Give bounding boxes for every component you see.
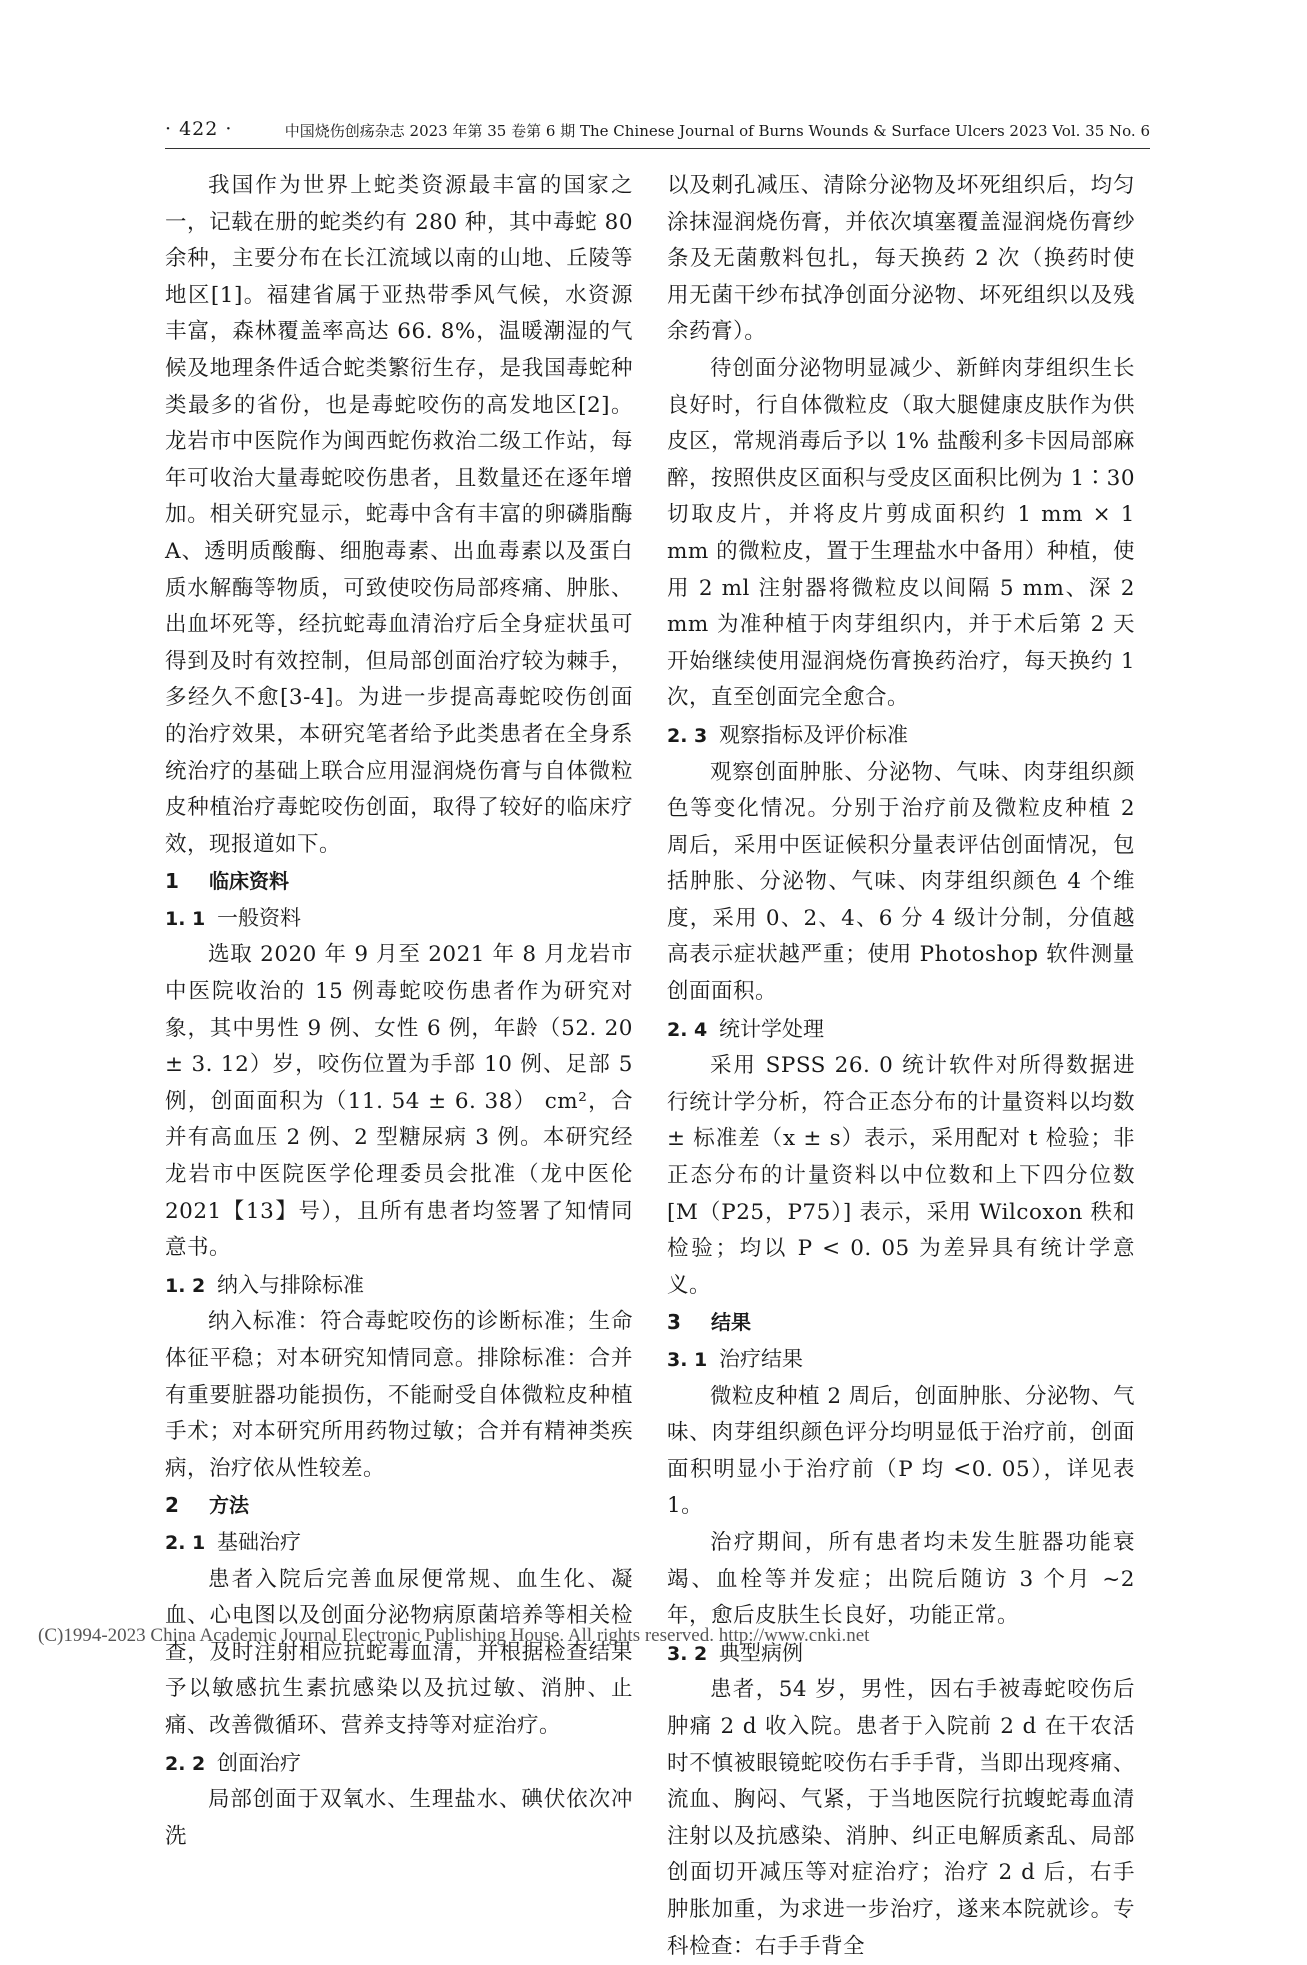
section-number: 3 bbox=[667, 1310, 681, 1335]
paragraph-3-1-b: 治疗期间，所有患者均未发生脏器功能衰竭、血栓等并发症；出院后随访 3 个月 ~2 年，愈后皮肤生长良好，功能正常。 bbox=[667, 1529, 1135, 1629]
paragraph-2-2-start: 局部创面于双氧水、生理盐水、碘伏依次冲洗 bbox=[165, 1787, 633, 1849]
section-heading-2 bbox=[165, 1487, 633, 1524]
subsection-number: 2. 4 bbox=[667, 1018, 708, 1041]
right-column bbox=[667, 168, 1135, 1965]
subsection-heading-1-2 bbox=[165, 1267, 633, 1305]
paragraph-2-3: 观察创面肿胀、分泌物、气味、肉芽组织颜色等变化情况。分别于治疗前及微粒皮种植 2 周后，采用中医证候积分量表评估创面情况，包括肿胀、分泌物、气味、肉芽组织颜色 4 个维度，采用 0、2、4、6 分 4 级计分制，分值越高表示症状越严重；使用 Photoshop 软件测量创面面积。 bbox=[667, 759, 1135, 1005]
paragraph-1-1: 选取 2020 年 9 月至 2021 年 8 月龙岩市中医院收治的 15 例毒蛇咬伤患者作为研究对象，其中男性 9 例、女性 6 例，年龄（52. 20 ± 3. 12）岁，咬伤位置为手部 10 例、足部 5 例，创面面积为（11. 54 ± 6. 38） cm²，合并有高血压 2 例、2 型糖尿病 3 例。本研究经龙岩市中医院医学伦理委员会批准（龙中医伦 2021【13】号），且所有患者均签署了知情同意书。 bbox=[165, 942, 633, 1261]
page-number: · 422 · bbox=[165, 118, 233, 140]
subsection-heading-1-1 bbox=[165, 900, 633, 938]
paragraph-3-1-a: 微粒皮种植 2 周后，创面肿胀、分泌物、气味、肉芽组织颜色评分均明显低于治疗前，创面面积明显小于治疗前（P 均 <0. 05），详见表 1。 bbox=[667, 1383, 1135, 1519]
paragraph-2-2-continued: 以及刺孔减压、清除分泌物及坏死组织后，均匀涂抹湿润烧伤膏，并依次填塞覆盖湿润烧伤膏纱条及无菌敷料包扎，每天换药 2 次（换药时使用无菌干纱布拭净创面分泌物、坏死组织以及残余药膏）。 bbox=[667, 173, 1135, 345]
section-title: 方法 bbox=[209, 1493, 249, 1518]
subsection-title: 创面治疗 bbox=[217, 1750, 301, 1775]
section-title: 临床资料 bbox=[209, 869, 289, 894]
copyright-footer: (C)1994-2023 China Academic Journal Electronic Publishing House. All rights reserved. http://www.cnki.net bbox=[38, 1625, 870, 1646]
running-head: 中国烧伤创疡杂志 2023 年第 35 卷第 6 期 The Chinese Journal of Burns Wounds & Surface Ulcers 2023 Vol. 35 No. 6 bbox=[284, 122, 1150, 140]
page-header bbox=[165, 118, 1150, 149]
section-heading-1 bbox=[165, 863, 633, 900]
section-heading-3 bbox=[667, 1304, 1135, 1341]
subsection-heading-2-3 bbox=[667, 717, 1135, 755]
subsection-title: 治疗结果 bbox=[719, 1347, 803, 1371]
subsection-number: 2. 3 bbox=[667, 724, 708, 747]
section-number: 2 bbox=[165, 1493, 179, 1518]
subsection-number: 1. 2 bbox=[165, 1274, 206, 1297]
subsection-heading-2-4 bbox=[667, 1011, 1135, 1049]
paragraph-3-2: 患者，54 岁，男性，因右手被毒蛇咬伤后肿痛 2 d 收入院。患者于入院前 2 d 在干农活时不慎被眼镜蛇咬伤右手手背，当即出现疼痛、流血、胸闷、气紧，于当地医院行抗蝮蛇毒血清注射以及抗感染、消肿、纠正电解质紊乱、局部创面切开减压等对症治疗；治疗 2 d 后，右手肿胀加重，为求进一步治疗，遂来本院就诊。专科检查：右手手背全 bbox=[667, 1677, 1135, 1959]
subsection-title: 统计学处理 bbox=[719, 1016, 824, 1041]
subsection-number: 1. 1 bbox=[165, 907, 206, 930]
paragraph-1-2: 纳入标准：符合毒蛇咬伤的诊断标准；生命体征平稳；对本研究知情同意。排除标准：合并有重要脏器功能损伤，不能耐受自体微粒皮种植手术；对本研究所用药物过敏；合并有精神类疾病，治疗依从性较差。 bbox=[165, 1309, 633, 1481]
subsection-heading-2-2 bbox=[165, 1745, 633, 1783]
subsection-heading-3-1 bbox=[667, 1341, 1135, 1379]
paragraph-2-1: 患者入院后完善血尿便常规、血生化、凝血、心电图以及创面分泌物病原菌培养等相关检查，及时注射相应抗蛇毒血清，并根据检查结果予以敏感抗生素抗感染以及抗过敏、消肿、止痛、改善微循环、营养支持等对症治疗。 bbox=[165, 1566, 633, 1738]
subsection-heading-2-1 bbox=[165, 1524, 633, 1562]
paragraph-2-4: 采用 SPSS 26. 0 统计软件对所得数据进行统计学分析，符合正态分布的计量资料以均数 ± 标准差（x ± s）表示，采用配对 t 检验；非正态分布的计量资料以中位数和上下四分位数 [M（P25，P75）] 表示，采用 Wilcoxon 秩和检验；均以 P < 0. 05 为差异具有统计学意义。 bbox=[667, 1053, 1135, 1298]
subsection-number: 2. 2 bbox=[165, 1752, 206, 1775]
subsection-title: 纳入与排除标准 bbox=[217, 1272, 364, 1297]
subsection-title: 观察指标及评价标准 bbox=[719, 722, 908, 747]
subsection-title: 典型病例 bbox=[719, 1640, 803, 1665]
subsection-title: 基础治疗 bbox=[217, 1529, 301, 1554]
left-column bbox=[165, 168, 633, 1855]
section-title: 结果 bbox=[711, 1310, 751, 1335]
section-number: 1 bbox=[165, 869, 179, 894]
paragraph-2-2-second: 待创面分泌物明显减少、新鲜肉芽组织生长良好时，行自体微粒皮（取大腿健康皮肤作为供皮区，常规消毒后予以 1% 盐酸利多卡因局部麻醉，按照供皮区面积与受皮区面积比例为 1∶30 切取皮片，并将皮片剪成面积约 1 mm × 1 mm 的微粒皮，置于生理盐水中备用）种植，使用 2 ml 注射器将微粒皮以间隔 5 mm、深 2 mm 为准种植于肉芽组织内，并于术后第 2 天开始继续使用湿润烧伤膏换药治疗，每天换约 1 次，直至创面完全愈合。 bbox=[667, 355, 1135, 711]
subsection-number: 2. 1 bbox=[165, 1531, 206, 1554]
subsection-title: 一般资料 bbox=[217, 905, 301, 930]
subsection-number: 3. 1 bbox=[667, 1349, 708, 1371]
subsection-number: 3. 2 bbox=[667, 1642, 708, 1665]
intro-paragraph: 我国作为世界上蛇类资源最丰富的国家之一，记载在册的蛇类约有 280 种，其中毒蛇 80 余种，主要分布在长江流域以南的山地、丘陵等地区[1]。福建省属于亚热带季风气候，水资源丰富，森林覆盖率高达 66. 8%，温暖潮湿的气候及地理条件适合蛇类繁衍生存，是我国毒蛇种类最多的省份，也是毒蛇咬伤的高发地区[2]。龙岩市中医院作为闽西蛇伤救治二级工作站，每年可收治大量毒蛇咬伤患者，且数量还在逐年增加。相关研究显示，蛇毒中含有丰富的卵磷脂酶 A、透明质酸酶、细胞毒素、出血毒素以及蛋白质水解酶等物质，可致使咬伤局部疼痛、肿胀、出血坏死等，经抗蛇毒血清治疗后全身症状虽可得到及时有效控制，但局部创面治疗较为棘手，多经久不愈[3-4]。为进一步提高毒蛇咬伤创面的治疗效果，本研究笔者给予此类患者在全身系统治疗的基础上联合应用湿润烧伤膏与自体微粒皮种植治疗毒蛇咬伤创面，取得了较好的临床疗效，现报道如下。 bbox=[165, 173, 633, 857]
